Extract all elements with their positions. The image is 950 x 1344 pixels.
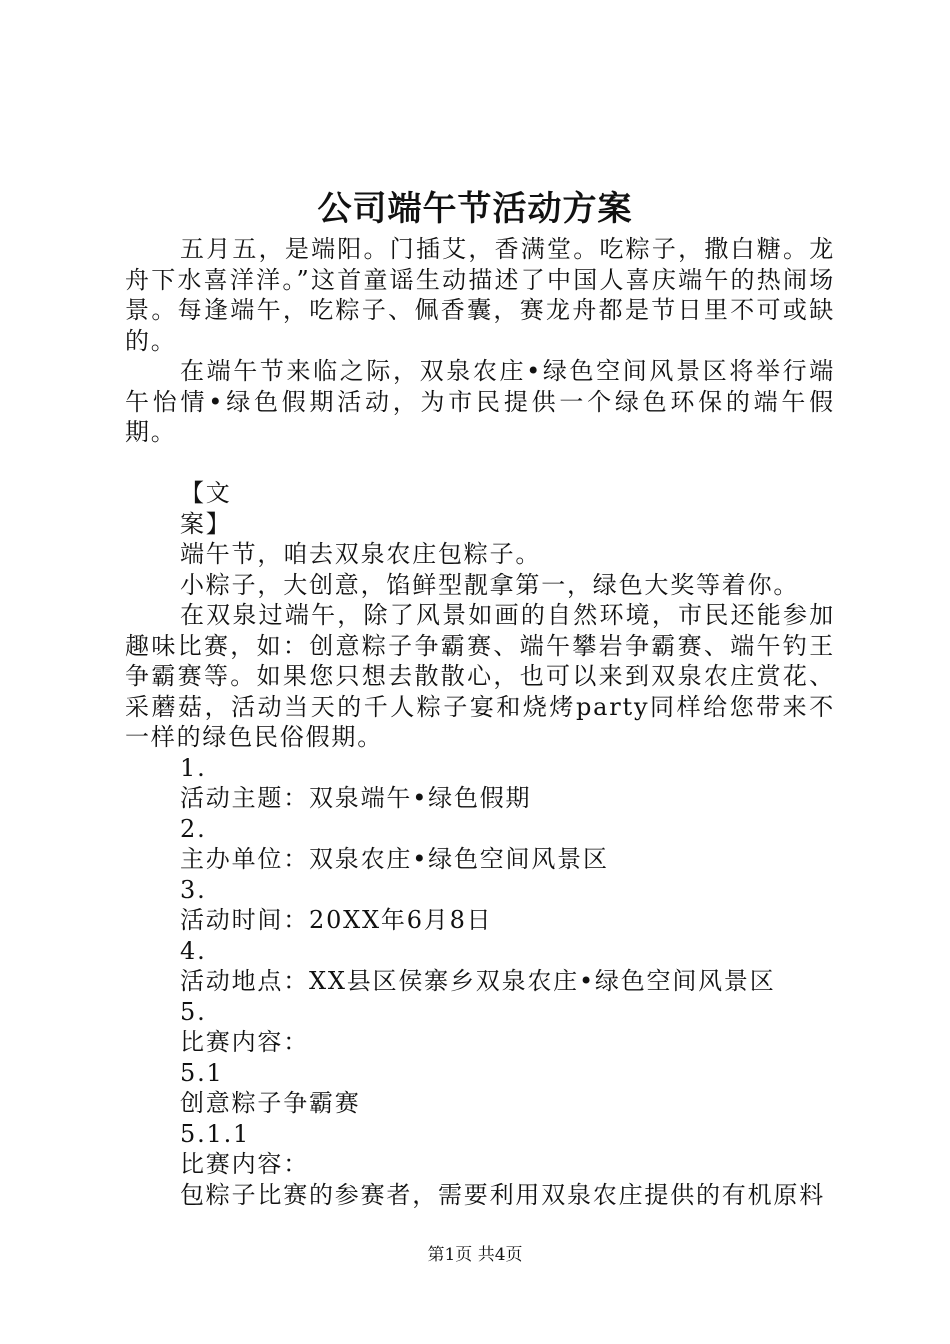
- paragraph-event-announcement: 在端午节来临之际，双泉农庄•绿色空间风景区将举行端午怡情•绿色假期活动，为市民提供一个绿色环保的端午假期。: [125, 357, 835, 446]
- item-number: 5.1: [180, 1058, 224, 1087]
- item-number: 5.1.1: [180, 1119, 251, 1148]
- item-text: 比赛内容：: [180, 1028, 309, 1056]
- paragraph-intro-rhyme: 五月五，是端阳。门插艾，香满堂。吃粽子，撒白糖。龙舟下水喜洋洋。”这首童谣生动描述了中国人喜庆端午的热闹场景。每逢端午，吃粽子、佩香囊，赛龙舟都是节日里不可或缺的。: [125, 235, 835, 355]
- wenan-label-part1: 【文: [180, 479, 232, 507]
- item-text: 比赛内容：: [180, 1150, 309, 1178]
- document-body: [125, 234, 835, 1210]
- wenan-label-part2: 案】: [180, 509, 232, 538]
- item-number: 3.: [180, 875, 207, 904]
- item-number: 4.: [180, 936, 207, 965]
- document-title: 公司端午节活动方案: [317, 189, 633, 229]
- item-number: 1.: [180, 753, 207, 782]
- item-number: 2.: [180, 814, 207, 843]
- page-footer: 第1页 共4页: [427, 1245, 523, 1265]
- blank-line: [125, 448, 835, 479]
- item-text: 活动主题：双泉端午•绿色假期: [180, 784, 532, 812]
- item-text: 创意粽子争霸赛: [180, 1089, 361, 1117]
- slogan-line-2: 小粽子，大创意，馅鲜型靓拿第一，绿色大奖等着你。: [180, 570, 800, 599]
- item-text: 活动时间：20XX年6月8日: [180, 906, 493, 934]
- item-number: 5.: [180, 997, 207, 1026]
- item-text: 活动地点：XX县区侯寨乡双泉农庄•绿色空间风景区: [180, 967, 776, 995]
- paragraph-activities: 在双泉过端午，除了风景如画的自然环境，市民还能参加趣味比赛，如：创意粽子争霸赛、端午攀岩争霸赛、端午钓王争霸赛等。如果您只想去散散心，也可以来到双泉农庄赏花、采蘑菇，活动当天的千人粽子宴和烧烤party同样给您带来不一样的绿色民俗假期。: [125, 601, 835, 751]
- final-line: 包粽子比赛的参赛者，需要利用双泉农庄提供的有机原料: [180, 1180, 825, 1209]
- slogan-line-1: 端午节，咱去双泉农庄包粽子。: [180, 540, 542, 568]
- item-text: 主办单位：双泉农庄•绿色空间风景区: [180, 845, 609, 873]
